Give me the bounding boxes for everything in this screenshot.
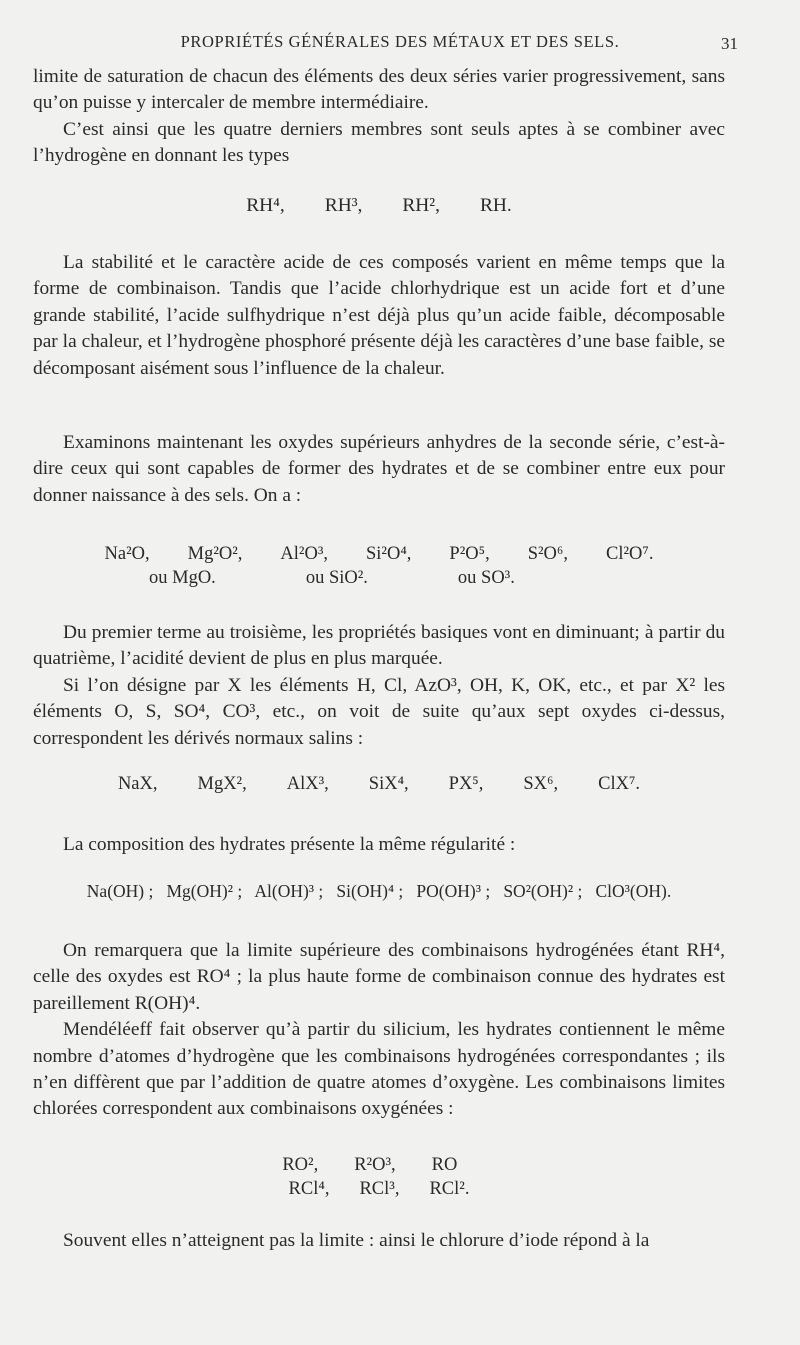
oxide-cl: Cl²O⁷.: [605, 544, 654, 564]
text-block-salts: [33, 620, 725, 752]
page-header: [0, 30, 800, 56]
oxide-s: S²O⁶,: [527, 544, 568, 564]
salt-al: AlX³,: [286, 774, 329, 794]
salts-formula: [33, 771, 725, 797]
limit-ro2: RO²,: [282, 1155, 319, 1175]
paragraph-9: Mendéléeff fait observer qu’à partir du silicium, les hydrates contiennent le même nombre d’atomes d’hydrogène que les combinaisons hydrogénées correspondantes ; ils n’en diffèrent que par l’addition de quatre atomes d’oxygène. Les combinaisons limites chlorées correspondent aux combinaisons oxygénées :: [33, 1019, 725, 1120]
paragraph-5: Du premier terme au troisième, les propriétés basiques vont en diminuant; à partir du quatrième, l’acidité devient de plus en plus marquée.: [33, 622, 725, 670]
text-block-bottom: [33, 1228, 725, 1254]
hydrates-formula: Na(OH) ; Mg(OH)² ; Al(OH)³ ; Si(OH)⁴ ; PO(OH)³ ; SO²(OH)² ; ClO³(OH).: [86, 881, 672, 901]
text-block-hydrates: [33, 832, 725, 858]
limit-rcl2: RCl².: [429, 1179, 470, 1199]
salt-na: NaX,: [117, 774, 158, 794]
paragraph-8: On remarquera que la limite supérieure des combinaisons hydrogénées étant RH⁴, celle des oxydes est RO⁴ ; la plus haute forme de combinaison connue des hydrates est pareillement R(OH)⁴.: [33, 940, 725, 1014]
paragraph-6: Si l’on désigne par X les éléments H, Cl, AzO³, OH, K, OK, etc., et par X² les éléments O, S, SO⁴, CO³, etc., on voit de suite qu’aux sept oxydes ci-dessus, correspondent les dérivés normaux salins :: [33, 674, 725, 749]
oxide-alt-sio2: ou SiO².: [305, 568, 368, 588]
limit-rcl4: RCl⁴,: [288, 1179, 330, 1199]
limit-ro: RO: [431, 1155, 458, 1175]
oxide-si: Si²O⁴,: [366, 544, 412, 564]
paragraph-2: C’est ainsi que les quatre derniers membres sont seuls aptes à se combiner avec l’hydrogène en donnant les types: [33, 118, 725, 167]
oxide-al: Al²O³,: [280, 544, 328, 564]
running-title: PROPRIÉTÉS GÉNÉRALES DES MÉTAUX ET DES SELS.: [180, 32, 620, 51]
hydrogen-types-formula: [33, 193, 725, 219]
paragraph-10: Souvent elles n’atteignent pas la limite : ainsi le chlorure d’iode répond à la: [63, 1230, 650, 1251]
paragraph-4: Examinons maintenant les oxydes supérieurs anhydres de la seconde série, c’est-à-dire ceux qui sont capables de former des hydrates et de se combiner entre eux pour donner naissance à des sels. On a :: [33, 432, 725, 506]
oxide-p: P²O⁵,: [449, 544, 490, 564]
oxide-alt-so3: ou SO³.: [457, 568, 515, 588]
paragraph-7: La composition des hydrates présente la même régularité :: [63, 834, 516, 855]
limits-formula-block: [33, 1153, 725, 1201]
oxide-na: Na²O,: [104, 544, 150, 564]
oxide-mg: Mg²O²,: [187, 544, 243, 564]
oxide-alt-mgo: ou MgO.: [149, 568, 216, 588]
text-block-oxides: [33, 430, 725, 509]
salt-p: PX⁵,: [448, 774, 484, 794]
page-number: 31: [721, 34, 738, 53]
formula-rh4: RH⁴,: [246, 195, 285, 216]
salt-cl: ClX⁷.: [598, 774, 641, 794]
paragraph-1: limite de saturation de chacun des éléments des deux séries varier progressivement, sans qu’on puisse y intercaler de membre intermédiaire.: [33, 66, 725, 114]
salt-mg: MgX²,: [197, 774, 247, 794]
text-block-top: [33, 64, 725, 170]
text-block-limits: [33, 938, 725, 1123]
salt-si: SiX⁴,: [368, 774, 409, 794]
oxides-formula-block: [33, 542, 725, 590]
formula-rh2: RH²,: [402, 195, 440, 216]
limit-rcl3: RCl³,: [359, 1179, 400, 1199]
text-block-stability: [33, 250, 725, 382]
formula-rh: RH.: [479, 195, 512, 216]
formula-rh3: RH³,: [324, 195, 363, 216]
limit-r2o3: R²O³,: [354, 1155, 396, 1175]
salt-s: SX⁶,: [523, 774, 559, 794]
paragraph-3: La stabilité et le caractère acide de ces composés varient en même temps que la forme de combinaison. Tandis que l’acide chlorhydrique est un acide fort et d’une grande stabilité, l’acide sulfhydrique n’est déjà plus qu’un acide faible, décomposable par la chaleur, et l’hydrogène phosphoré présente déjà les caractères d’une base faible, se décomposant aisément sous l’influence de la chaleur.: [33, 252, 725, 379]
